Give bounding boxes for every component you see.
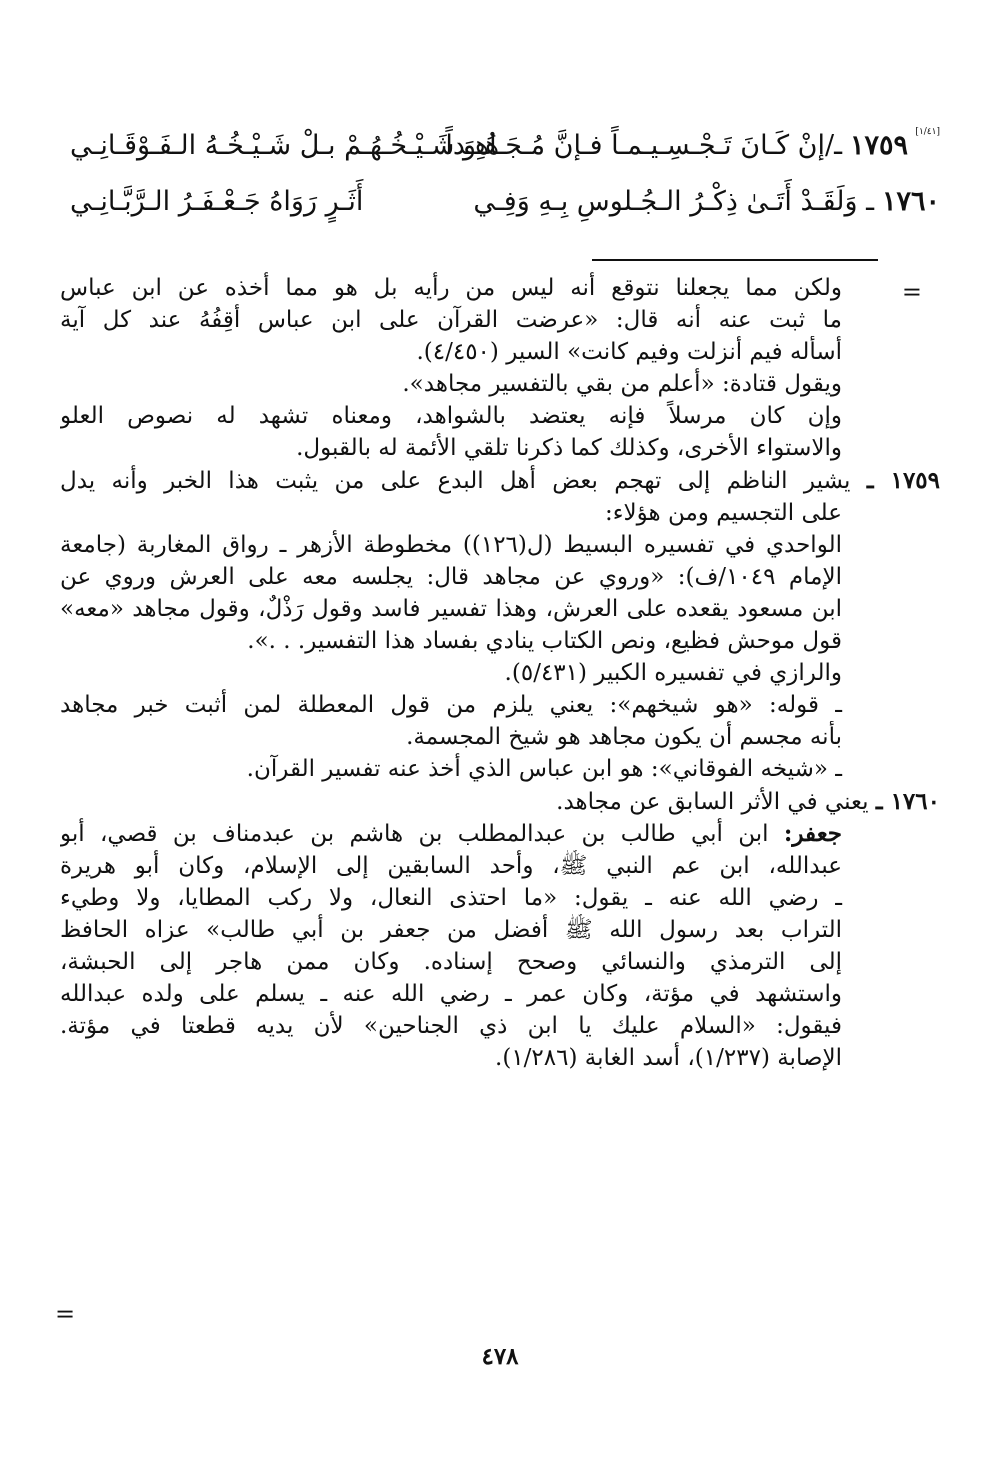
note-line: الإصابة (١/٢٣٧)، أسد الغابة (١/٢٨٦). xyxy=(495,1045,842,1072)
note-entry-1760 xyxy=(60,786,940,818)
note-number: ١٧٥٩ ـ xyxy=(866,466,940,494)
note-line: التراب بعد رسول الله ﷺ أفضل من جعفر بن أبي طالب» عزاه الحافظ xyxy=(60,916,842,943)
note-line: ـ رضي الله عنه ـ يقول: «ما احتذى النعال، ولا ركب المطايا، ولا وطيء xyxy=(60,884,842,911)
verse-1759 xyxy=(60,124,940,168)
commentary xyxy=(60,272,940,1074)
verse-1760 xyxy=(60,180,940,224)
verse-first-hemistich: ـ/إنْ كَـانَ تَـجْـسِـيـمـاً فـإنَّ مُـجَـاهِـداً xyxy=(445,130,842,161)
footnote-separator xyxy=(592,259,878,261)
note-line: وإن كان مرسلاً فإنه يعتضد بالشواهد، ومعناه تشهد له نصوص العلو xyxy=(60,403,842,430)
note-line: ـ قوله: «هو شيخهم»: يعني يلزم من قول المعطلة لمن أثبت خبر مجاهد xyxy=(60,692,842,719)
note-line: يشير الناظم إلى تهجم بعض أهل البدع على من يثبت هذا الخبر وأنه يدل xyxy=(60,467,851,494)
note-line: إلى الترمذي والنسائي وصحح إسناده. وكان ممن هاجر إلى الحبشة، xyxy=(60,948,842,975)
note-line: والاستواء الأخرى، وكذلك كما ذكرنا تلقي الأئمة له بالقبول. xyxy=(296,435,842,462)
note-line: ويقول قتادة: «أعلم من بقي بالتفسير مجاهد». xyxy=(402,371,842,398)
verse-number: ١٧٥٩ xyxy=(849,130,908,161)
note-number: ١٧٦٠ ـ xyxy=(875,787,940,815)
verse-number: ١٧٦٠ xyxy=(881,186,940,217)
note-line: ابن مسعود يقعده على العرش، وهذا تفسير فاسد وقول رَذْلٌ، وقول مجاهد «معه» xyxy=(60,595,842,622)
verse-second-hemistich: هُـوَ شَـيْـخُـهُـمْ بـلْ شَـيْـخُـهُ الـفَـوْقَـانِـي xyxy=(70,130,500,161)
note-line: ولكن مما يجعلنا نتوقع أنه ليس من رأيه بل هو مما أخذه عن ابن عباس xyxy=(60,275,842,301)
note-line: على التجسيم ومن هؤلاء: xyxy=(604,499,842,526)
volume-marker: [١/٤١] xyxy=(915,127,940,137)
continuation-mark-bottom: = xyxy=(55,1300,76,1328)
note-line: واستشهد في مؤتة، وكان عمر ـ رضي الله عنه ـ يسلم على ولده عبدالله xyxy=(60,981,842,1008)
note-line: بأنه مجسم أن يكون مجاهد هو شيخ المجسمة. xyxy=(406,724,842,751)
note-line: عبدالله، ابن عم النبي ﷺ، وأحد السابقين إلى الإسلام، وكان أبو هريرة xyxy=(60,852,842,879)
verse-second-hemistich: أَثَـرٍ رَوَاهُ جَـعْـفَـرُ الـرَّبَّـانِـي xyxy=(70,186,364,217)
verse-first-hemistich: ـ وَلَقَـدْ أَتَـىٰ ذِكْـرُ الـجُـلوسِ بِـهِ وَفِـي xyxy=(473,186,874,217)
note-line: ما ثبت عنه أنه قال: «عرضت القرآن على ابن عباس أَقِفُهُ عند كل آية xyxy=(60,307,842,334)
note-line: ابن أبي طالب بن عبدالمطلب بن هاشم بن عبدمناف بن قصي، أبو xyxy=(60,820,769,847)
note-line: يعني في الأثر السابق عن مجاهد. xyxy=(556,788,869,815)
note-line: الواحدي في تفسيره البسيط (ل(١٢٦)) مخطوطة الأزهر ـ رواق المغاربة (جامعة xyxy=(60,531,842,558)
page-number: ٤٧٨ xyxy=(481,1343,519,1370)
note-line: فيقول: «السلام عليك يا ابن ذي الجناحين» لأن يديه قطعتا في مؤتة. xyxy=(60,1013,842,1040)
continuation-mark-top: = xyxy=(901,278,922,306)
note-line: والرازي في تفسيره الكبير (٥/٤٣١). xyxy=(504,660,842,687)
note-line: أسأله فيم أنزلت وفيم كانت» السير (٤/٤٥٠). xyxy=(416,339,842,366)
note-line: الإمام ١٠٤٩/ف): «وروي عن مجاهد قال: يجلسه معه على العرش وروي عن xyxy=(60,563,843,590)
biography-name: جعفر: xyxy=(783,819,843,847)
note-line: ـ «شيخه الفوقاني»: هو ابن عباس الذي أخذ عنه تفسير القرآن. xyxy=(246,756,842,783)
note-line xyxy=(60,818,940,850)
note-line: قول موحش فظيع، ونص الكتاب ينادي بفساد هذا التفسير. . .». xyxy=(247,628,842,655)
note-entry-1759 xyxy=(60,465,940,497)
